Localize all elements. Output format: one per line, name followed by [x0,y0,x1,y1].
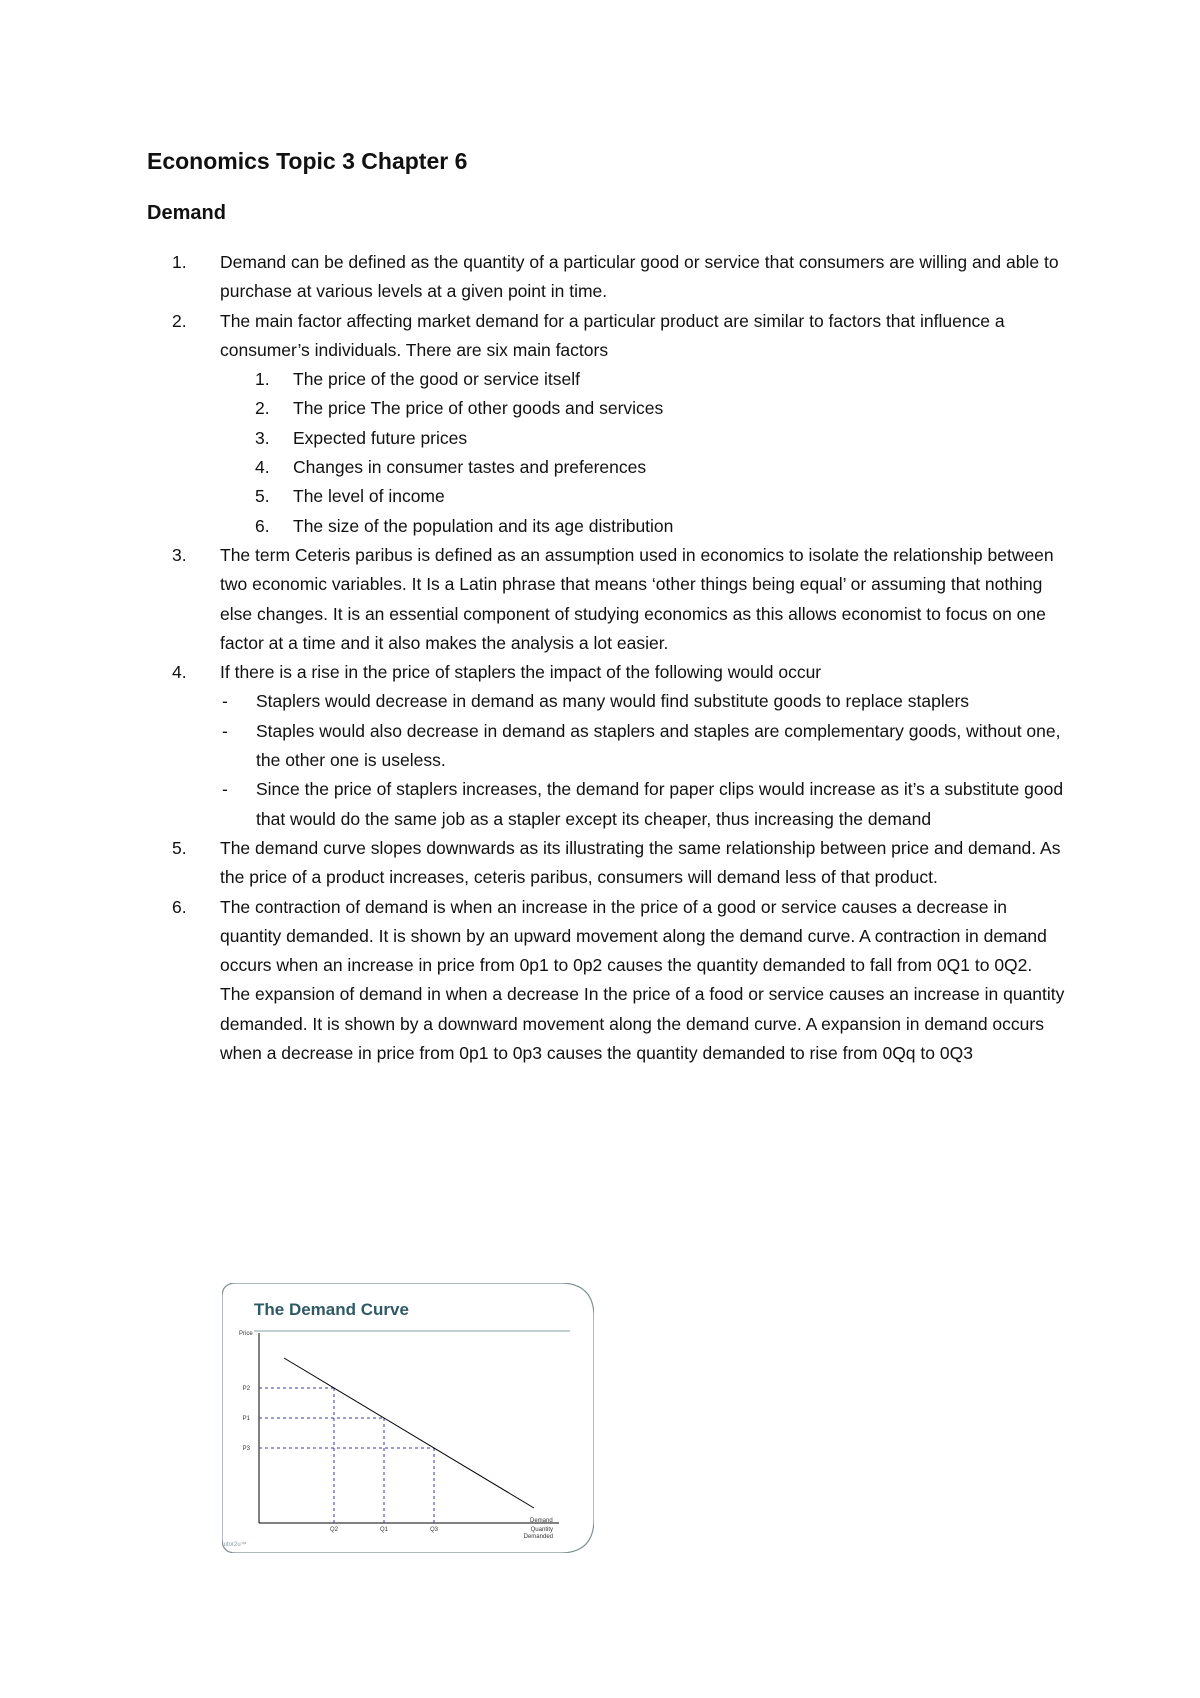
list-text-continued: The expansion of demand in when a decrease In the price of a food or service causes an increase in quantity demanded. It is shown by a downward movement along the demand curve. A expansion in demand occurs when a decrease in price from 0p1 to 0p3 causes the quantity demanded to rise from 0Qq to 0Q3 [220,984,1065,1064]
document-title: Economics Topic 3 Chapter 6 [147,148,468,174]
demand-curve-figure [222,1283,594,1553]
bullet-text: Staples would also decrease in demand as staplers and staples are complementary goods, without one, the other one is useless. [256,720,1061,771]
price-tick-label: P2 [242,1386,250,1392]
sub-list-item [147,394,1067,423]
sub-list-number: 1. [255,369,270,390]
sub-list-number: 4. [255,457,270,478]
list-text: The demand curve slopes downwards as its illustrating the same relationship between price and demand. As the price of a product increases, ceteris paribus, consumers will demand less of that product. [220,837,1061,888]
list-item [147,248,1067,307]
sub-list-text: Expected future prices [293,427,468,448]
bullet-dash: - [222,720,228,741]
quantity-tick-label: Q3 [429,1527,439,1533]
sub-list-item [147,365,1067,394]
bullet-item [147,717,1067,776]
x-axis-label-line2: Demanded [523,1534,553,1540]
price-tick-label: P1 [242,1416,250,1422]
list-item [147,658,1067,687]
sub-list-number: 6. [255,515,270,536]
list-text: If there is a rise in the price of staplers the impact of the following would occur [220,662,822,683]
x-axis-label: Quantity [530,1527,553,1533]
sub-list-text: Changes in consumer tastes and preferences [293,457,647,478]
list-number: 3. [172,544,187,565]
list-number: 6. [172,896,187,917]
list-number: 5. [172,837,187,858]
list-number: 2. [172,310,187,331]
sub-list-text: The price The price of other goods and services [293,398,664,419]
list-item [147,834,1067,893]
list-item [147,541,1067,658]
list-text: Demand can be defined as the quantity of a particular good or service that consumers are willing and able to purchase at various levels at a given point in time. [220,252,1059,302]
sub-list-number: 3. [255,427,270,448]
bullet-dash: - [222,691,228,712]
list-item [147,307,1067,366]
demand-series-label: Demand [530,1518,553,1524]
y-axis-label: Price [239,1331,253,1337]
sub-list-text: The price of the good or service itself [293,369,580,390]
list-text: The term Ceteris paribus is defined as an assumption used in economics to isolate the relationship between two economic variables. It Is a Latin phrase that means ‘other things being equal’ or assuming that nothing else changes. It is an essential component of studying economics as this allows economist to focus on one factor at a time and it also makes the analysis a lot easier. [220,544,1054,653]
list-number: 1. [172,252,187,272]
sub-list-number: 2. [255,398,270,419]
quantity-tick-label: Q1 [379,1527,389,1533]
price-tick-label: P3 [242,1446,250,1452]
document-body [147,248,1067,1068]
list-item [147,893,1067,1069]
bullet-text: Since the price of staplers increases, the demand for paper clips would increase as it’s a substitute good that would do the same job as a stapler except its cheaper, thus increasing the demand [256,779,1064,829]
list-text: The contraction of demand is when an increase in the price of a good or service causes a decrease in quantity demanded. It is shown by an upward movement along the demand curve. A contraction in demand occurs when an increase in price from 0p1 to 0p2 causes the quantity demanded to fall from 0Q1 to 0Q2. [220,896,1047,976]
bullet-item [147,687,1067,716]
sub-list-number: 5. [255,486,270,507]
sub-list-item [147,512,1067,541]
list-text: The main factor affecting market demand for a particular product are similar to factors that influence a consumer’s individuals. There are six main factors [220,310,1005,360]
sub-list-text: The level of income [293,486,445,507]
watermark-label: tutor2u™ [222,1542,247,1548]
chart-title: The Demand Curve [254,1300,409,1319]
list-number: 4. [172,662,187,683]
sub-list-item [147,482,1067,511]
section-heading: Demand [147,202,226,224]
sub-list-item [147,453,1067,482]
bullet-text: Staplers would decrease in demand as many would find substitute goods to replace staplers [256,691,970,712]
demand-curve-chart [222,1283,594,1553]
sub-list-text: The size of the population and its age distribution [293,515,674,536]
bullet-item [147,775,1067,834]
quantity-tick-label: Q2 [329,1527,339,1533]
bullet-dash: - [222,779,228,800]
sub-list-item [147,424,1067,453]
